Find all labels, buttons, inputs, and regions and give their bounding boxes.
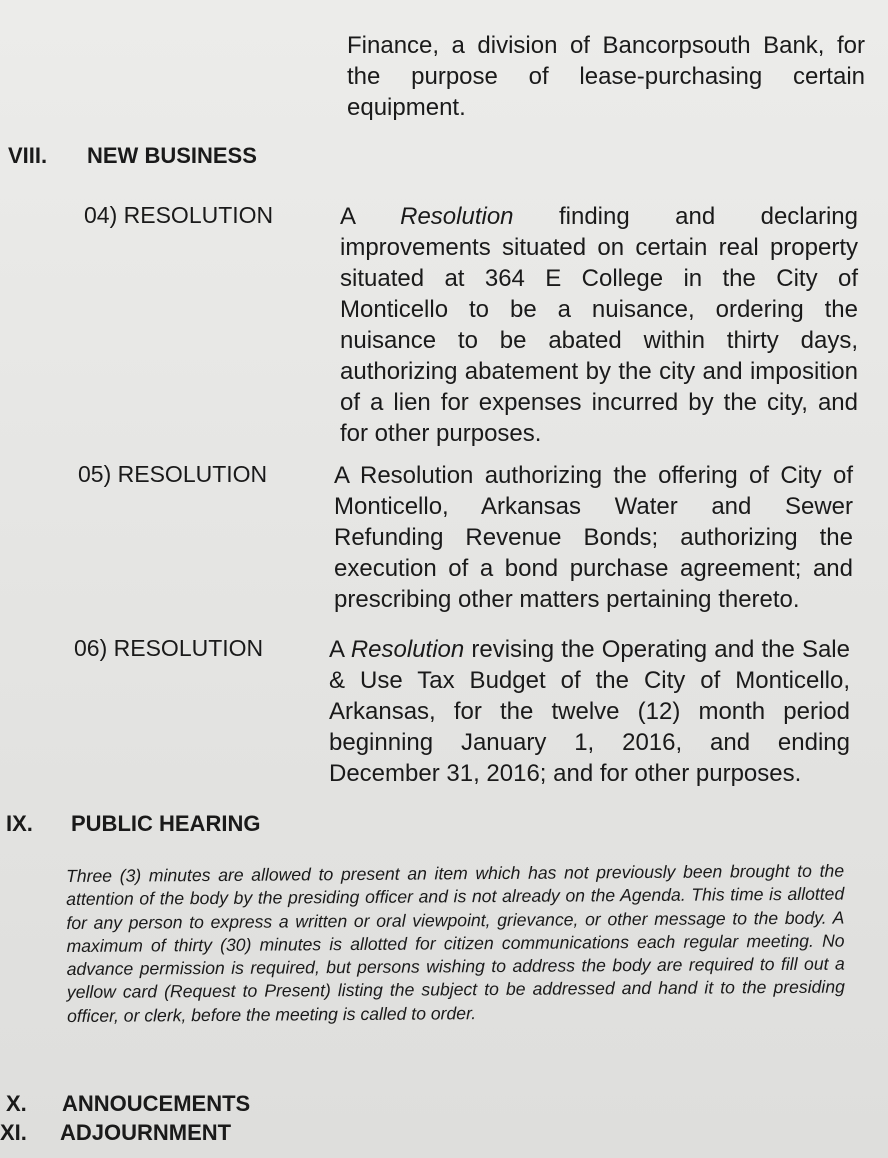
item-06-lead: A xyxy=(329,636,351,663)
public-hearing-note: Three (3) minutes are allowed to present an item which has not previously been brought to the attention of the body by the presiding officer and is not already on the Agenda. This time is allotted for any person to express a written or oral viewpoint, grievance, or other message to the body. A maximum of thirty (30) minutes is allotted for citizen communications each regular meeting. No advance permission is required, but persons wishing to address the body are required to fill out a yellow card (Request to Present) listing the subject to be addressed and hand it to the presiding officer, or clerk, before the meeting is called to order. xyxy=(66,860,845,1026)
item-04-emphasis: Resolution xyxy=(400,203,514,230)
item-05-text: A Resolution authorizing the offering of City of Monticello, Arkansas Water and Sewer Refunding Revenue Bonds; authorizing the execution of a bond purchase agreement; and prescribing other matters pertaining thereto. xyxy=(334,462,853,613)
section-number: X. xyxy=(6,1091,27,1116)
section-public-hearing-heading xyxy=(6,810,261,838)
section-number: XI. xyxy=(0,1120,27,1145)
item-06-emphasis: Resolution xyxy=(350,636,465,663)
section-title: ADJOURNMENT xyxy=(60,1120,232,1145)
section-new-business-heading xyxy=(8,142,257,170)
section-announcements-heading xyxy=(6,1090,251,1118)
item-05-label: 05) RESOLUTION xyxy=(78,461,268,487)
item-06-label: 06) RESOLUTION xyxy=(74,635,264,661)
item-06-body: revising the Operating and the Sale & Use Tax Budget of the City of Monticello, Arkansas, for the twelve (12) month period beginning January 1, 2016, and ending December 31, 2016; and for other purposes. xyxy=(329,636,850,787)
section-title: ANNOUCEMENTS xyxy=(62,1091,251,1116)
item-06-text xyxy=(329,634,850,789)
continued-item-text: Finance, a division of Bancorpsouth Bank, for the purpose of lease-purchasing certain equipment. xyxy=(347,32,865,121)
section-title: PUBLIC HEARING xyxy=(71,811,261,836)
item-04-body: finding and declaring improvements situated on certain real property situated at 364 E College in the City of Monticello to be a nuisance, ordering the nuisance to be abated within thirty days, authorizing abatement by the city and imposition of a lien for expenses incurred by the city, and for other purposes. xyxy=(340,203,858,447)
item-04-label: 04) RESOLUTION xyxy=(84,202,274,228)
item-04-text xyxy=(340,201,858,449)
section-number: IX. xyxy=(6,811,33,836)
section-number: VIII. xyxy=(8,143,48,168)
item-04-lead: A xyxy=(340,203,401,230)
section-adjournment-heading xyxy=(0,1119,232,1147)
section-title: NEW BUSINESS xyxy=(87,143,257,168)
